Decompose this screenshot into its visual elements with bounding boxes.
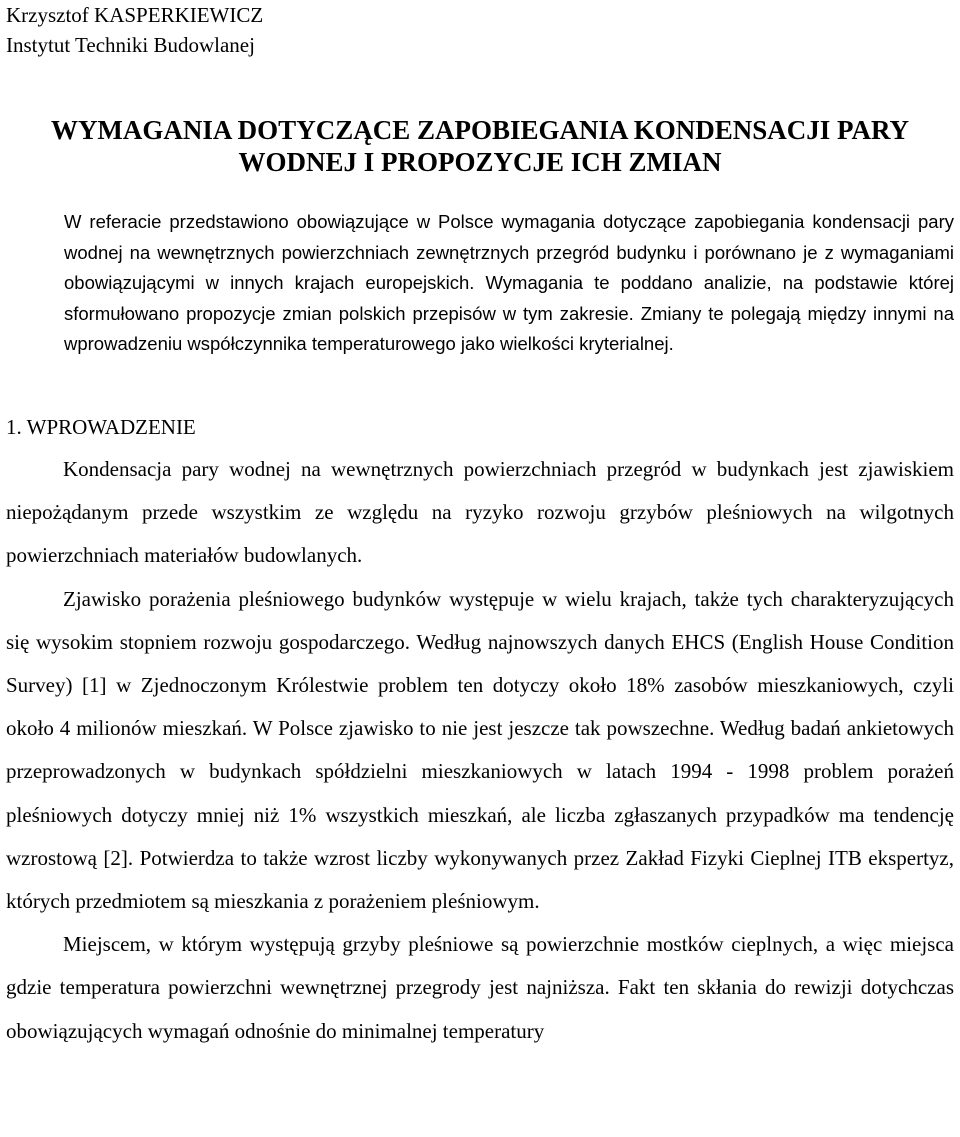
document-title: WYMAGANIA DOTYCZĄCE ZAPOBIEGANIA KONDENSACJI PARY WODNEJ I PROPOZYCJE ICH ZMIAN [50,115,910,177]
paragraph-1: Kondensacja pary wodnej na wewnętrznych powierzchniach przegród w budynkach jest zjawiskiem niepożądanym przede wszystkim ze względu na ryzyko rozwoju grzybów pleśniowych na wilgotnych powierzchniach materiałów budowlanych. [6,457,954,568]
author-affiliation: Instytut Techniki Budowlanej [6,33,255,57]
author-block [6,0,263,60]
author-name: Krzysztof KASPERKIEWICZ [6,3,264,27]
section-body [6,448,954,1053]
section-heading: 1. WPROWADZENIE [6,415,196,439]
paragraph-3: Miejscem, w którym występują grzyby pleśniowe są powierzchnie mostków cieplnych, a więc miejsca gdzie temperatura powierzchni wewnętrznej przegrody jest najniższa. Fakt ten skłania do rewizji dotychczas obowiązujących wymagań odnośnie do minimalnej temperatury [6,932,954,1043]
paragraph-2: Zjawisko porażenia pleśniowego budynków występuje w wielu krajach, także tych charakteryzujących się wysokim stopniem rozwoju gospodarczego. Według najnowszych danych EHCS (English House Condition Survey) [1] w Zjednoczonym Królestwie problem ten dotyczy około 18% zasobów mieszkaniowych, czyli około 4 milionów mieszkań. W Polsce zjawisko to nie jest jeszcze tak powszechne. Według badań ankietowych przeprowadzonych w budynkach spółdzielni mieszkaniowych w latach 1994 - 1998 problem porażeń pleśniowych dotyczy mniej niż 1% wszystkich mieszkań, ale liczba zgłaszanych przypadków ma tendencję wzrostową [2]. Potwierdza to także wzrost liczby wykonywanych przez Zakład Fizyki Cieplnej ITB ekspertyz, których przedmiotem są mieszkania z porażeniem pleśniowym. [6,586,954,914]
abstract: W referacie przedstawiono obowiązujące w Polsce wymagania dotyczące zapobiegania kondensacji pary wodnej na wewnętrznych powierzchniach zewnętrznych przegród budynku i porównano je z wymaganiami obowiązującymi w innych krajach europejskich. Wymagania te poddano analizie, na podstawie której sformułowano propozycje zmian polskich przepisów w tym zakresie. Zmiany te polegają między innymi na wprowadzeniu współczynnika temperaturowego jako wielkości kryterialnej. [64,211,954,354]
